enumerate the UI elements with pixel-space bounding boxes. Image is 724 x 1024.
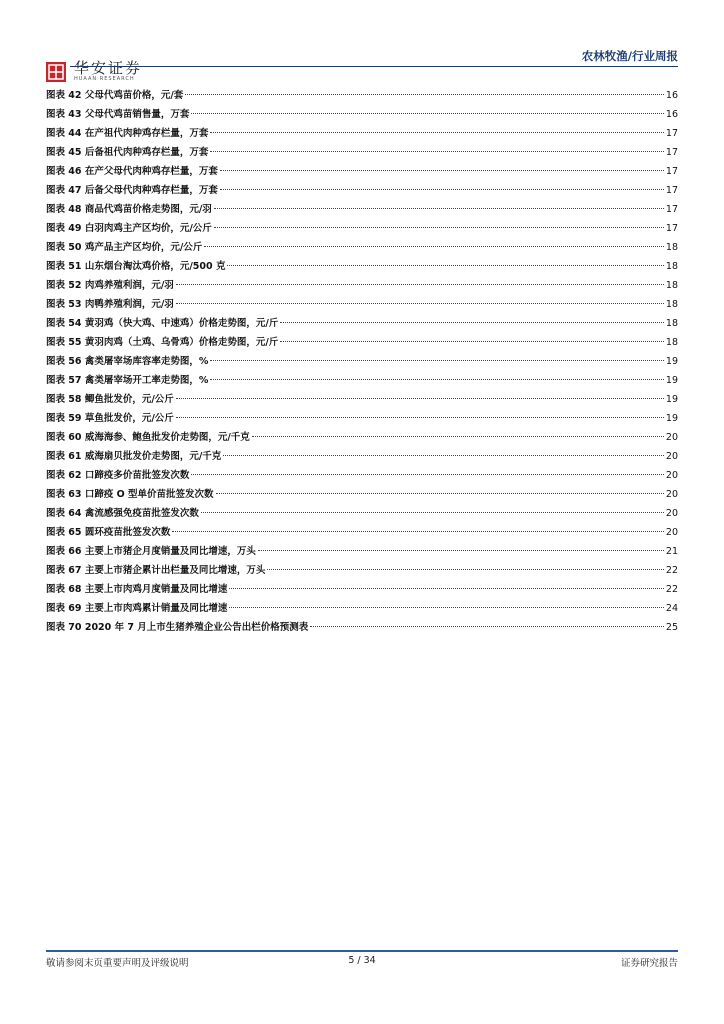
- toc-entry-label[interactable]: 图表 50 鸡产品主产区均价，元/公斤: [46, 242, 203, 253]
- toc-entry-label[interactable]: 图表 67 主要上市猪企累计出栏量及同比增速，万头: [46, 565, 266, 576]
- toc-entry-page[interactable]: 16: [665, 90, 678, 101]
- toc-entry[interactable]: [46, 296, 678, 315]
- toc-entry-label[interactable]: 图表 59 草鱼批发价，元/公斤: [46, 413, 174, 424]
- toc-entry-label[interactable]: 图表 53 肉鸭养殖利润，元/羽: [46, 299, 174, 310]
- toc-entry-page[interactable]: 17: [665, 147, 678, 158]
- toc-entry[interactable]: [46, 467, 678, 486]
- toc-entry[interactable]: [46, 258, 678, 277]
- toc-entry[interactable]: [46, 391, 678, 410]
- toc-entry-label[interactable]: 图表 69 主要上市肉鸡累计销量及同比增速: [46, 603, 228, 614]
- toc-entry-page[interactable]: 20: [665, 508, 678, 519]
- toc-entry-label[interactable]: 图表 45 后备祖代肉种鸡存栏量，万套: [46, 147, 209, 158]
- toc-entry[interactable]: [46, 106, 678, 125]
- toc-leader-dots: [210, 379, 664, 380]
- toc-entry-label[interactable]: 图表 63 口蹄疫 O 型单价苗批签发次数: [46, 489, 214, 500]
- toc-entry-page[interactable]: 20: [665, 432, 678, 443]
- toc-entry-page[interactable]: 20: [665, 451, 678, 462]
- toc-entry[interactable]: [46, 220, 678, 239]
- toc-leader-dots: [210, 132, 664, 133]
- toc-entry[interactable]: [46, 163, 678, 182]
- toc-leader-dots: [280, 322, 664, 323]
- toc-leader-dots: [310, 626, 664, 627]
- toc-leader-dots: [210, 360, 664, 361]
- toc-entry[interactable]: [46, 543, 678, 562]
- toc-entry-page[interactable]: 17: [665, 128, 678, 139]
- toc-leader-dots: [176, 284, 664, 285]
- toc-entry-page[interactable]: 18: [665, 318, 678, 329]
- toc-entry-label[interactable]: 图表 68 主要上市肉鸡月度销量及同比增速: [46, 584, 228, 595]
- footer-divider: [46, 950, 678, 952]
- toc-entry[interactable]: [46, 562, 678, 581]
- toc-entry-page[interactable]: 19: [665, 394, 678, 405]
- toc-leader-dots: [191, 113, 664, 114]
- toc-entry-label[interactable]: 图表 48 商品代鸡苗价格走势图，元/羽: [46, 204, 212, 215]
- toc-entry[interactable]: [46, 334, 678, 353]
- toc-entry-page[interactable]: 22: [665, 565, 678, 576]
- toc-entry-label[interactable]: 图表 43 父母代鸡苗销售量，万套: [46, 109, 190, 120]
- toc-leader-dots: [220, 189, 664, 190]
- toc-leader-dots: [223, 455, 664, 456]
- toc-leader-dots: [229, 607, 664, 608]
- toc-entry-label[interactable]: 图表 62 口蹄疫多价苗批签发次数: [46, 470, 190, 481]
- toc-entry-label[interactable]: 图表 44 在产祖代肉种鸡存栏量，万套: [46, 128, 209, 139]
- toc-entry-label[interactable]: 图表 66 主要上市猪企月度销量及同比增速，万头: [46, 546, 256, 557]
- logo-wordmark: 华安证券: [74, 59, 143, 77]
- toc-entry-label[interactable]: 图表 57 禽类屠宰场开工率走势图，%: [46, 375, 209, 386]
- toc-entry-page[interactable]: 24: [665, 603, 678, 614]
- toc-leader-dots: [176, 398, 664, 399]
- toc-entry-label[interactable]: 图表 49 白羽肉鸡主产区均价，元/公斤: [46, 223, 212, 234]
- toc-entry[interactable]: [46, 410, 678, 429]
- toc-entry-page[interactable]: 17: [665, 223, 678, 234]
- toc-entry[interactable]: [46, 125, 678, 144]
- toc-entry[interactable]: [46, 239, 678, 258]
- toc-leader-dots: [252, 436, 664, 437]
- toc-entry[interactable]: [46, 201, 678, 220]
- toc-entry-page[interactable]: 17: [665, 204, 678, 215]
- toc-leader-dots: [216, 493, 664, 494]
- toc-entry[interactable]: [46, 524, 678, 543]
- footer-doc-type: 证券研究报告: [620, 958, 678, 969]
- toc-entry-label[interactable]: 图表 65 圆环疫苗批签发次数: [46, 527, 171, 538]
- report-type: 农林牧渔/行业周报: [581, 49, 678, 63]
- toc-entry[interactable]: [46, 372, 678, 391]
- toc-leader-dots: [229, 588, 664, 589]
- toc-entry-label[interactable]: 图表 58 鲫鱼批发价，元/公斤: [46, 394, 174, 405]
- toc-entry-page[interactable]: 19: [665, 375, 678, 386]
- toc-entry-page[interactable]: 16: [665, 109, 678, 120]
- toc-leader-dots: [172, 531, 664, 532]
- toc-leader-dots: [176, 303, 664, 304]
- toc-leader-dots: [214, 227, 664, 228]
- toc-entry-page[interactable]: 18: [665, 337, 678, 348]
- toc-entry-label[interactable]: 图表 54 黄羽鸡（快大鸡、中速鸡）价格走势图，元/斤: [46, 318, 279, 329]
- logo-subtitle: HUAAN RESEARCH: [74, 76, 135, 82]
- toc-leader-dots: [176, 417, 664, 418]
- toc-entry[interactable]: [46, 600, 678, 619]
- toc-entry-label[interactable]: 图表 46 在产父母代肉种鸡存栏量，万套: [46, 166, 218, 177]
- toc-leader-dots: [204, 246, 664, 247]
- toc-entry-label[interactable]: 图表 61 威海扇贝批发价走势图，元/千克: [46, 451, 222, 462]
- table-of-contents: [46, 87, 678, 638]
- toc-entry-page[interactable]: 17: [665, 185, 678, 196]
- toc-entry-page[interactable]: 19: [665, 413, 678, 424]
- toc-entry[interactable]: [46, 144, 678, 163]
- toc-entry[interactable]: [46, 87, 678, 106]
- toc-leader-dots: [258, 550, 664, 551]
- toc-entry-page[interactable]: 20: [665, 527, 678, 538]
- toc-leader-dots: [210, 151, 664, 152]
- toc-entry[interactable]: [46, 486, 678, 505]
- toc-entry[interactable]: [46, 505, 678, 524]
- toc-entry-page[interactable]: 18: [665, 261, 678, 272]
- toc-entry-label[interactable]: 图表 60 威海海参、鲍鱼批发价走势图，元/千克: [46, 432, 250, 443]
- toc-entry-page[interactable]: 18: [665, 242, 678, 253]
- toc-entry-label[interactable]: 图表 51 山东烟台淘汰鸡价格，元/500 克: [46, 261, 226, 272]
- huaan-logo-icon: [46, 62, 66, 82]
- footer-disclaimer: 敬请参阅末页重要声明及评级说明: [46, 958, 189, 969]
- toc-entry-label[interactable]: 图表 52 肉鸡养殖利润，元/羽: [46, 280, 174, 291]
- toc-entry-page[interactable]: 22: [665, 584, 678, 595]
- page-header: [0, 0, 724, 90]
- toc-leader-dots: [185, 94, 664, 95]
- toc-entry-page[interactable]: 18: [665, 280, 678, 291]
- toc-entry[interactable]: [46, 429, 678, 448]
- header-divider: [70, 66, 678, 67]
- toc-leader-dots: [267, 569, 664, 570]
- toc-entry-page[interactable]: 20: [665, 470, 678, 481]
- toc-entry-page[interactable]: 25: [665, 622, 678, 633]
- toc-entry-label[interactable]: 图表 55 黄羽肉鸡（土鸡、乌骨鸡）价格走势图，元/斤: [46, 337, 279, 348]
- toc-entry[interactable]: [46, 619, 678, 638]
- toc-entry-page[interactable]: 18: [665, 299, 678, 310]
- toc-entry[interactable]: [46, 353, 678, 372]
- toc-leader-dots: [227, 265, 663, 266]
- toc-entry[interactable]: [46, 277, 678, 296]
- toc-entry-page[interactable]: 19: [665, 356, 678, 367]
- toc-entry-label[interactable]: 图表 47 后备父母代肉种鸡存栏量，万套: [46, 185, 218, 196]
- toc-entry-page[interactable]: 20: [665, 489, 678, 500]
- toc-entry[interactable]: [46, 182, 678, 201]
- toc-entry-label[interactable]: 图表 56 禽类屠宰场库容率走势图，%: [46, 356, 209, 367]
- toc-entry-page[interactable]: 21: [665, 546, 678, 557]
- toc-entry-label[interactable]: 图表 64 禽流感强免疫苗批签发次数: [46, 508, 199, 519]
- toc-leader-dots: [280, 341, 664, 342]
- toc-entry[interactable]: [46, 448, 678, 467]
- toc-entry-label[interactable]: 图表 70 2020 年 7 月上市生猪养殖企业公告出栏价格预测表: [46, 622, 309, 633]
- toc-leader-dots: [214, 208, 664, 209]
- toc-leader-dots: [201, 512, 664, 513]
- page-number: 5 / 34: [348, 955, 376, 966]
- toc-entry-page[interactable]: 17: [665, 166, 678, 177]
- toc-entry[interactable]: [46, 581, 678, 600]
- toc-leader-dots: [191, 474, 664, 475]
- toc-entry[interactable]: [46, 315, 678, 334]
- toc-entry-label[interactable]: 图表 42 父母代鸡苗价格，元/套: [46, 90, 184, 101]
- toc-leader-dots: [220, 170, 664, 171]
